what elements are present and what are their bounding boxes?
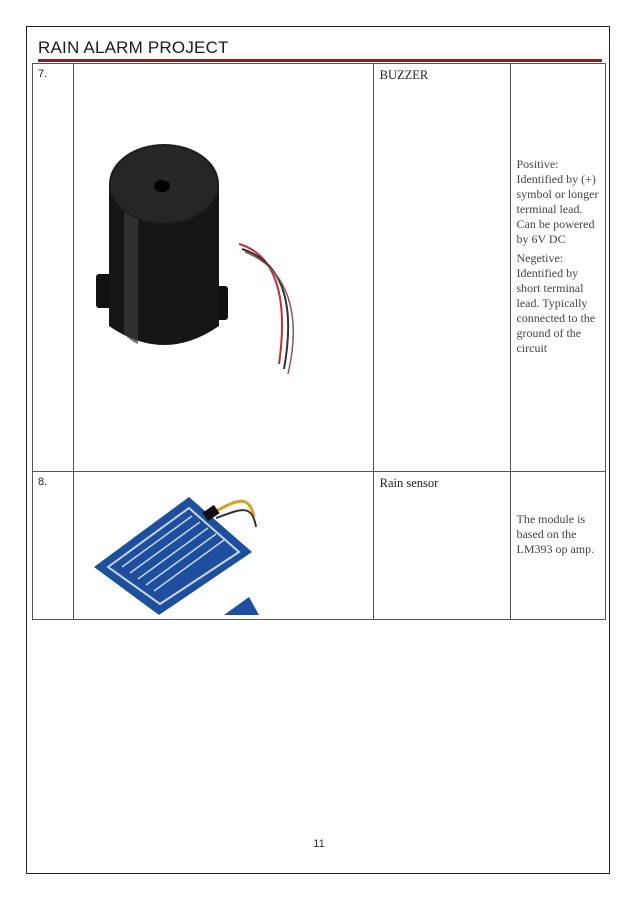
description-negative: Negetive: Identified by short terminal lead. Typically connected to the ground of the circuit [516,251,596,355]
row-number: 7. [38,68,48,80]
component-name: Rain sensor [379,476,439,490]
page-number: 11 [313,838,325,850]
component-image-cell [73,472,373,620]
component-image-cell [73,64,373,472]
row-number: 8. [38,476,48,488]
header-rule [38,59,602,62]
component-table [32,63,606,620]
rain-sensor-photo-icon [74,472,373,615]
component-description [511,472,605,557]
table-row [33,472,606,620]
component-name-cell [373,64,511,472]
component-name: BUZZER [379,68,429,82]
row-number-cell [33,64,74,472]
description-positive: Positive: Identified by (+) symbol or longer terminal lead. Can be powered by 6V DC [516,157,599,246]
page-header-title: RAIN ALARM PROJECT [38,38,229,57]
component-description-cell [511,472,606,620]
buzzer-photo-icon [74,64,373,467]
component-description [511,64,605,356]
component-description-cell [511,64,606,472]
table-row [33,64,606,472]
description-module: The module is based on the LM393 op amp. [516,512,595,556]
row-number-cell [33,472,74,620]
component-name-cell [373,472,511,620]
